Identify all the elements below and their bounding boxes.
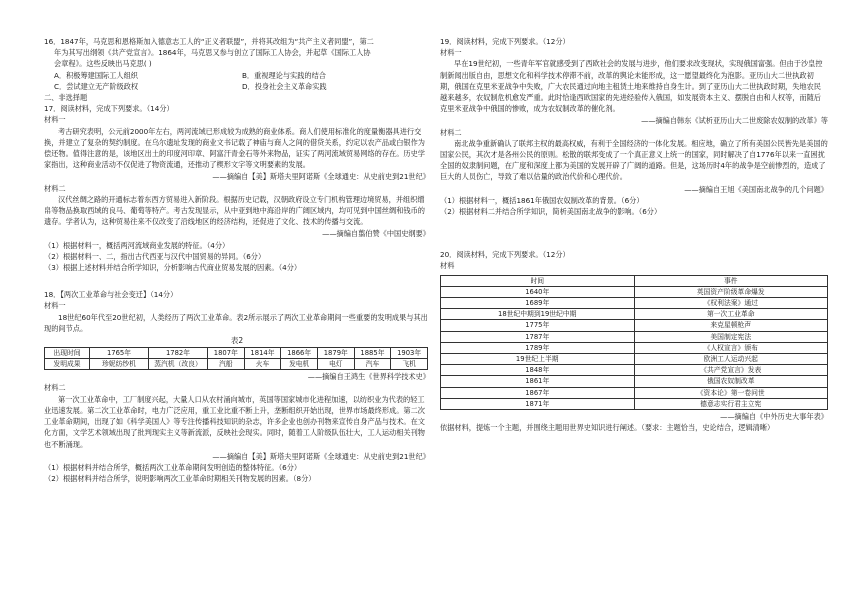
table-cell: 美国制定宪法 [634,331,828,342]
q17-heading: 17．阅读材料，完成下列要求。（14分） [44,104,174,114]
q18-material-2-source: ——摘编自【美】斯塔夫里阿诺斯《全球通史：从史前史到21世纪》 [212,451,430,461]
left-column [44,36,430,484]
table-cell: 1775年 [441,320,635,331]
table-cell: 汽船 [208,359,245,370]
table-cell: 第一次工业革命 [634,309,828,320]
q17-material-1-source: ——摘编自【美】斯塔夫里阿诺斯《全球通史：从史前史到21世纪》 [212,172,430,182]
table-row [441,309,828,320]
q16-stem-line-2: 年为其写出纲领《共产党宣言》。1864年，马克思又参与创立了国际工人协会，并起草《国际工人协 [54,48,371,58]
table-cell: 1879年 [317,348,354,359]
table-cell: 蒸汽机（改良） [149,359,208,370]
question-16 [44,36,430,92]
table-cell: 1814年 [244,348,281,359]
q20-table-source: ——摘编自《中外历史大事年表》 [720,412,828,422]
q16-option-c: C．尝试建立无产阶级政权 [54,81,139,91]
q20-heading: 20．阅读材料，完成下列要求。（12分） [440,250,570,260]
table-cell: 来克星顿枪声 [634,320,828,331]
q18-heading: 18．【两次工业革命与社会变迁】（14分） [44,290,178,300]
q19-heading: 19．阅读材料，完成下列要求。（12分） [440,37,570,46]
q18-material-1-label: 材料一 [44,301,66,311]
q16-option-b: B．重视理论与实践的结合 [242,70,326,80]
q17-material-2-source: ——摘编自翦伯赞《中国史纲要》 [322,229,430,239]
q20-material-label: 材料 [440,261,455,271]
table-cell: 火车 [244,359,281,370]
table-row [441,331,828,342]
q19-requirement-2: （2）根据材料二并结合所学知识，简析美国南北战争的影响。（6分） [440,207,662,217]
table-row [45,348,428,359]
table-row [441,298,828,309]
table-cell: 发明成果 [45,359,90,370]
table-row [441,387,828,398]
table-header-cell: 时间 [441,275,635,286]
section-heading-non-choice: 二、非选择题 [44,93,88,103]
q17-requirement-2: （2）根据材料一、二，指出古代西亚与汉代中国贸易的异同。（6分） [44,251,266,261]
table-row [441,365,828,376]
question-17 [44,103,430,273]
table-cell: 18世纪中期到19世纪中期 [441,309,635,320]
q17-material-2-text: 汉代丝绸之路的开通标志着东西方贸易进入新阶段。根据历史记载，汉朝政府设立专门机构管理边境贸易，并组织缯帛等物品换取西域的良马、葡萄等特产。考古发现显示，从中亚到地中海沿岸的广阔区域内，均可见到中国丝绸和钱币的遗存。学者认为，这种贸易往来不仅改变了沿线地区的经济结构，还促进了文化、技术的传播与交流。 [44,194,425,227]
table-row [441,342,828,353]
q18-table-source: ——摘编自王鸿生《世界科学技术史》 [307,372,430,382]
question-19 [440,36,828,217]
table-cell: 1782年 [149,348,208,359]
table-cell: 电灯 [317,359,354,370]
q18-material-2-label: 材料二 [44,383,66,393]
q16-options-row-2 [44,81,430,92]
q19-material-2-label: 材料二 [440,127,462,137]
right-column [440,36,828,434]
question-20 [440,249,828,433]
table-cell: 1861年 [441,376,635,387]
question-18 [44,289,430,484]
table-cell: 汽车 [354,359,391,370]
q20-chronology-table [440,275,828,410]
table-cell: 《共产党宣言》发表 [634,365,828,376]
table-cell: 1867年 [441,387,635,398]
q19-material-1-label: 材料一 [440,48,462,58]
q19-material-2-text: 南北战争重新确认了联邦主权的最高权威，有利于全国经济的一体化发展。相应地，确立了所有美国公民皆先是美国的国家公民，其次才是各州公民的原则。松散的联邦变成了一个真正意义上统一的国家，同时解决了自1776年以来一直困扰全国的奴隶制问题，在广度和深度上都为美国的发展开辟了广阔的道路。但是，这场历时4年的战争是空前惨烈的，造成了巨大的人员伤亡，导致了难以估量的政治代价和心理代价。 [440,138,828,182]
table-row [441,398,828,409]
q16-options-row-1 [44,70,430,81]
table-row [441,275,828,286]
q19-material-1-source: ——摘编自韩东《试析亚历山大二世废除农奴制的改革》等 [641,116,828,126]
q18-material-1-text: 18世纪60年代至20世纪初，人类经历了两次工业革命。表2所示展示了两次工业革命期间一些重要的发明成果与其出现的间节点。 [44,312,428,333]
q18-table-caption: 表2 [230,336,244,346]
q16-option-a: A．积极筹建国际工人组织 [54,70,138,80]
q16-stem-line-3: 会章程》。这些反映出马克思( ) [54,59,152,69]
table-cell: 《权利法案》通过 [634,298,828,309]
table-cell: 发电机 [281,359,318,370]
table-cell: 珍妮纺纱机 [90,359,149,370]
table-cell: 1689年 [441,298,635,309]
table-cell: 出现时间 [45,348,90,359]
table-row [441,320,828,331]
q16-stem-line-1: 16．1847年，马克思和恩格斯加入德意志工人的“正义者联盟”，并将其改组为“共产主义者同盟”，第二 [44,37,374,46]
table-cell: 1789年 [441,342,635,353]
table-cell: 1885年 [354,348,391,359]
table-cell: 1871年 [441,398,635,409]
q19-requirement-1: （1）根据材料一，概括1861年俄国农奴制改革的背景。（6分） [440,195,644,205]
table-cell: 1640年 [441,286,635,297]
q18-requirement-2: （2）根据材料并结合所学，说明影响两次工业革命时期相关刊物发展的因素。（8分） [44,474,316,484]
table-cell: 19世纪上半期 [441,354,635,365]
table-cell: 飞机 [391,359,428,370]
table-cell: 《人权宣言》颁布 [634,342,828,353]
table-cell: 俄国农奴制改革 [634,376,828,387]
table-header-cell: 事件 [634,275,828,286]
q17-requirement-3: （3）根据上述材料并结合所学知识，分析影响古代商业贸易发展的因素。（4分） [44,263,302,273]
q19-material-2-source: ——摘编自王旭《美国南北战争的几个问题》 [684,184,828,194]
table-cell: 1903年 [391,348,428,359]
q16-option-d: D．投身社会主义革命实践 [242,81,327,91]
q19-material-1-text: 早在19世纪初，一些青年军官就感受到了西欧社会的发展与进步，他们要求改变现状，实现俄国富强。但由于沙皇控制新闻出版自由，思想文化和科学技术停滞不前，改革的舆论未能形成，这一愿望最终化为泡影。亚历山大二世执政初期，俄国在克里米亚战争中失败，广大农民通过向地主租赁土地来维持自身生计。到了亚历山大二世执政时期，失地农民越来越多，农奴制危机愈发严重。此时恰逢西欧国家的先进经验传入俄国，如发展资本主义、摆脱自由和人权等，而随后克里米亚战争中俄国的惨败，成为农奴制改革的催化剂。 [440,59,823,114]
q18-material-2-text: 第一次工业革命中，工厂制度兴起，大量人口从农村涌向城市，英国等国家城市化进程加速，以纺织业为代表的轻工业迅速发展。第二次工业革命时，电力广泛应用，重工业比重不断上升，垄断组织开始出现，世界市场最终形成。第二次工业革命期间，出现了如《科学美国人》等专注传播科技知识的杂志，许多企业也创办刊物来宣传自身产品与技术。在文化方面，文学艺术领域出现了批判现实主义等新流派，反映社会现实。同时，随着工人阶级队伍壮大，工人运动相关刊物也不断涌现。 [44,394,425,449]
table-cell: 1807年 [208,348,245,359]
table-row [45,359,428,370]
table-row [441,286,828,297]
table-cell: 德意志实行君主立宪 [634,398,828,409]
table-cell: 1787年 [441,331,635,342]
table-cell: 欧洲工人运动兴起 [634,354,828,365]
q18-requirement-1: （1）根据材料并结合所学，概括两次工业革命期间发明创造的整体特征。（6分） [44,462,302,472]
q17-material-1-label: 材料一 [44,115,66,125]
table-cell: 英国资产阶级革命爆发 [634,286,828,297]
table-cell: 1866年 [281,348,318,359]
table-row [441,354,828,365]
q17-material-1-text: 考古研究表明，公元前2000年左右，两河流域已形成较为成熟的商业体系。商人们使用标准化的度量衡器具进行交换，并建立了复杂的契约制度。在乌尔遗址发现的商业文书记载了神庙与商人之间的借贷关系，约定以农产品或白银作为偿还物。值得注意的是，该地区出土的印度河印章、阿富汗青金石等外来物品，证实了两河流域贸易网络的存在。历史学家指出，这种商业活动不仅促进了物资流通，还推动了楔形文字等文明要素的发展。 [44,126,425,170]
table-row [441,376,828,387]
q20-requirement: 依据材料，提炼一个主题，并围绕主题用世界史知识进行阐述。（要求：主题恰当，史论结合，逻辑清晰） [440,423,775,433]
table-cell: 1765年 [90,348,149,359]
q18-invention-table [44,347,428,370]
table-cell: 1848年 [441,365,635,376]
q17-requirement-1: （1）根据材料一，概括两河流域商业发展的特征。（4分） [44,240,230,250]
q17-material-2-label: 材料二 [44,183,66,193]
table-cell: 《资本论》第一卷问世 [634,387,828,398]
